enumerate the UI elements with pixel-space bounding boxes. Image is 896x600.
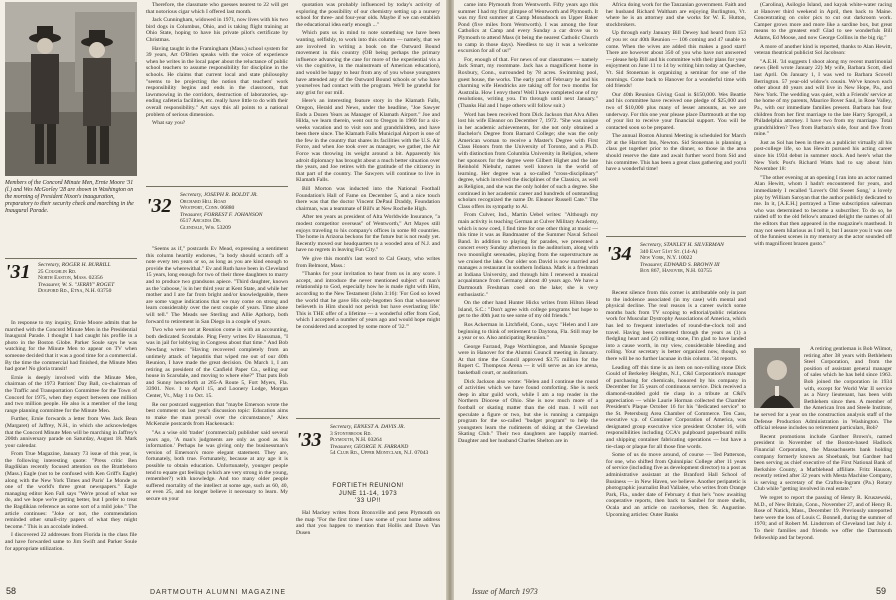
paragraph: Recent silence from this corner is attributable only in part to the indolence associated (in my case) with mental and physical decline. The real reason is a career switch some months back from TV scoping to editorial/public relations work for Muscular Dystrophy Associations of America, which has led to frequent interludes of round-the-clock toil and travel. Having been contented through the years as (1) a fledgling heart and (2) rolling stone, I'm glad to have landed into a cause worth, in my view, considerable bleeding and rolling. Your secretary is better organized now, though, so there will be no further lacunae in this column. '34 reports. xyxy=(606,290,746,362)
class-32-officers xyxy=(180,192,288,232)
paragraph: After ten years as president of Alta Worldwide Insurance, "a modest competitor overseas" of Wentworth," Art Mayes still enjoys traveling to his company's offices in some 80 countries. The home in Arizona beckons for the future but is not ready yet. Recently moved our headquarters to a wooded area of N.J. and have no regrets in leaving Fun City." xyxy=(296,214,440,254)
secretary-34: Secretary, STANLEY H. SILVERMAN xyxy=(640,242,724,248)
address-32-line4: Glendale, Wis. 53209 xyxy=(180,224,231,231)
class-32-notes xyxy=(146,246,288,582)
paragraph: "Thanks for your invitation to hear from us in any score. I accept, and introduce the never mentioned subject of man's relationship to God, especially how he is made right with Him, according to the New Testament (John 3:16): 'For God so loved the world that he gave His only-begotten Son that whosoever believeth in Him should not perish but have everlasting life.' This is THE offer of a lifetime — a wonderful offer from God, which I accepted a number of years ago and would hope might be considered and accepted by some more of '32.'" xyxy=(296,271,440,330)
paragraph: A retiring gentleman is Bob Wilmot, retiring after 38 years with Bethlehem Steel Corporation, and from the position of assistant general manager of sales which he has held since 1963. Bob joined the corporation in 1934 with, except for World War II service as a Navy lieutenant, has been with Bethlehem since then. A member of the American Iron and Steele Institute, he served for a year on the construction analysis staff of the Defense Production Administration in Washington. The official release includes no retirement particulars, Bob? xyxy=(754,346,892,432)
paragraph: quotation was probably influenced by today's activity of exploring the possibility of our chemistry setting up a nursery school for three- and four-year olds. Maybe if we can establish the educational idea early enough ..." xyxy=(296,2,440,28)
paragraph: I discovered 22 addresses from Florida in the class file and have forwarded same to Jim Swift and Parker Soule for appropriate utilization. xyxy=(5,532,137,552)
paragraph: Some of us do move around, of course — Ted Patterson, for one, who shifted from Quinnipiac College after 11 years of service (including five as development director) to a post as administrative assistant at the Branford Hall School of Business — in New Haven, we believe. Another peripatetic is photographic journalist Bud Vallalee, who writes from Orange Park, Fla., under date of February 4 that he's "now awaiting cooperative reports, then back to Sanibel for more shells, Ocala and an article on racehorses, then St. Augustine. Upcoming articles: Outer Banks xyxy=(606,452,746,518)
paragraph: came into Plymouth from Wentworth. Fifty years ago this summer I had my first glimpse of Wentworth and Plymouth. It was my first summer at Camp Monadnock on Upper Baker Pond (five miles from Wentworth). I was among the four Catholics at Camp and every Sunday a car drove us to Plymouth to attend Mass (it being the nearest Catholic Church to camp in those days). Needless to say it was a welcome excursion for all of us!" xyxy=(458,2,598,55)
divider xyxy=(606,236,746,237)
paragraph: Word has been received from Dick Jackson that Alva Allen lost his wife Eleanor on December 7, 1972. "She was unique in her academic achievements, for she not only obtained a Bachelor's Degree from Barnard College; she was the only American woman to receive a Master's Degree with First Class Honors from the University of Toronto, and a Ph.D. with distinction from Columbia University in Religion, where her sponsors for the degree were Gilbert Highet and the late Reinhold Niebuhr, names well known in the world of learning. Her degree was a so-called "cross-disciplinary" degree, which involved the disciplines of the Classics, as well as Religion, and she was the only holder of such a degree. She continued in her academic career and hundreds of outstanding scholars recognized the name Dr. Eleanor Russell Cate." The Class offers its sympathy to Al. xyxy=(458,111,598,210)
paragraph: "Seems as if," postcards Ev Mead, expressing a sentiment this column heartily endorses, "a body should scratch off a note every ten years or so, as long as you are kind enough to provide the wherewithal." Ev and Ruth have been in Cleveland 15 years, long enough for two of their three daughters to marry and to produce two grandsons apiece. "Third daughter, known as the 'caboose,' is in her third year at Kent State, and while her mother and I are far from bright and/or knowledgeable, there are some vague indications that we may come on strong and learn considerably over the next couple of years. Time alone will tell." The Meads see Sterling and Allie Apthorp, both forward to retirement in San Diego in a couple of years. xyxy=(146,246,288,325)
class-year-31: '31 xyxy=(5,261,31,283)
paragraph: Africa doing work for the Tanzanian government. Faith and her husband Richard Waltham are enjoying Burlington, Vt. where he is an attorney and she works for W. E. Hutton, stockbrokers. xyxy=(606,2,746,28)
address-31-line1: 25 Coughlin Rd. xyxy=(38,268,77,275)
paragraph: "A.E.H. '34 suggests I shoot along my recent matrimonial news (Bell wrote January 22) My wife, Barbara Scott, died last April. On January 1, I was wed to Barbara Scovell Berrington. 57 year-old widow's cousin. We've known each other about 40 years and will live in New Hope, Pa., and New York. The wedding was quiet, with a Friends' service at the home of my parents, Maurice Bover Saul, in Rose Valley, Pa., with our immediate families present. Barbara has four children from her first marriage to the late Harry Sprogell, a Philadelphia attorney. I have two from my marriage. Total grandchildren? Two from Barbara's side, four and five from mine." xyxy=(754,58,892,138)
divider xyxy=(296,418,440,419)
paragraph: (Carolina), Asilogio Island, and kayak white-water racing at Hanover third weekend in April, then back to Maine. Concentrating on color pics to cut out darkroom work. Camper grows more and more like a sardine box, but great means to the greatest end! Glad to see wonderfuls Bill Adams, Ed Moose, and now George Collins in the big rig." xyxy=(754,2,892,41)
class-32-header xyxy=(146,196,172,216)
reunion-banner xyxy=(296,482,440,505)
class-31-notes xyxy=(5,320,137,582)
paragraph: For, enough of that. For news of our classmates — namely Jack Smart, my roommate. Jack has a magnificent home in Roxbury, Conn., surrounded by 78 acres. Swimming pool, guest house, the works. The early part of February he and his charming wife Hendricks are taking off for two months for Australia. How I envy them! Well I have completed one of my resolutions, writing you. I'm through until next January." (Thanks Hal and I hope others will follow suit.) xyxy=(458,56,598,109)
treasurer-33: Treasurer, GEORGE N. FARRAND xyxy=(330,443,409,450)
paragraph: Ros Ackerman in Litchfield, Conn., says: "Helen and I are beginning to think of retirement to Daytona, Fla. Still may be a year or so. Also anticipating Reunion." xyxy=(458,321,598,342)
paragraph: George Farrand, Page Worthington, and Mannie Sprague were in Hanover for the Alumni Council meeting in January. At that time the Council approved $3.75 million for the Rupert C. Thompson Arena — it will serve as an ice arena, basketball court, or auditorium. xyxy=(458,343,598,377)
class-33-officers xyxy=(330,424,440,457)
photo-caption: Members of the Concord Minute Men, Ernie Moore '31 (l.) and Wes McGorley '28 are shown in Washington on the morning of President Nixon's inauguration, preparatory to their security check and marching in the Inaugural Parade. xyxy=(5,180,134,214)
paragraph: Two who were not at Reunion come in with an accounting, both dedicated Scotsdale. Ping Ferry writes Ev Haussman, "I was in jail for lobbying in Congress about that time." And Bob Newfang writes: "Having recovered completely from an untimely attack of hepatitis that wiped me out of our 40th Reunion, I have made the great decision. On March 1, I am retiring as president of the Canfield Paper Co., selling our house in Scarsdale, and moving to where else?" That puts Bob and Sunny henceforth at 265-A Route 5, Fort Myers, Fla. 33901. Nov. 1 to April 15, and Loonery Lodge, Morgan Center, Vt., May 1 to Oct. 15. xyxy=(146,327,288,400)
paragraph: "The other evening at an opening I ran into an actor named Alan Hewitt, whom I hadn't encountered for years, and immediately I recalled 'Lover's Old Sweet Song,' a lovely play by William Saroyan that the author publicly dedicated to me. In it, [A.E.H.] portrayed a Time subscription salesman who was determined to become a subscriber. To do so, he raided off to the old fellow's amazed delight the names of all the editors that then appeared in the magazine's masthead. It may not seem hilarious as I tell it, but I assure you it was one of the funniest scenes in my memory as the actor sounded off with magnificent brazen gusto." xyxy=(754,174,892,247)
paragraph: We regret to report the passing of Henry R. Kruszewski, M.D., of New Britain, Conn., November 27, and of Henry R. Rose of Natick, Mass., December 19. Previously unreported here were the loss of Louis C. Bonnell, during the summer of 1970; and of Robert M. Lindstrom of Cleveland last July 4. To their families and friends we offer the Dartmouth fellowship and far beyond. xyxy=(754,495,892,541)
paragraph: Dick Jackson also wrote: "Helen and I continue the round of activities which we have found comforting. She is neck deep in altar guild work, while I am a top reader in the Northern Diocese of Ohio. She is now much more of a football or skating matter than the old man. I will not speculate a figure or two, but she is running a campaign program for the so-called "budget program" to help the youngsters learn the rudiments of skiing at the Cleveland Skating Club." Their two daughters are happily married. Daughter and her husband Charles Shelton are in xyxy=(458,378,598,444)
address-34-line2: New York, N.Y. 10022 xyxy=(640,255,693,262)
paragraph: Our 40th Reunion Giving Goal is $150,000. Wes Beattie and his committee have received one pledge of $25,000 and two of $10,000 plus many of lesser amounts, as we are underway. For this one year please place Dartmouth at the top of your list to receive your financial support. You will be contacted soon so be prepared. xyxy=(606,91,746,131)
class-33-notes xyxy=(296,510,440,582)
secretary-31: Secretary, ROGER H. BURRILL xyxy=(38,262,111,268)
reunion-line-2: JUNE 11-14, 1973 xyxy=(338,489,398,497)
secretary-33: Secretary, ERNEST A. DAVIS JR. xyxy=(330,424,405,430)
paragraph: We give this month's last word to Cal Geary, who writes from Belmont, Mass.: xyxy=(296,255,440,269)
photo-illustration xyxy=(5,2,137,176)
class-34-notes xyxy=(606,290,746,582)
address-33-line2: Plymouth, N.H. 03264 xyxy=(330,437,382,444)
secretary-32: Secretary, JOSEPH R. BOLDT JR. xyxy=(180,192,258,198)
address-31-line2: North Easton, Mass. 02356 xyxy=(38,275,103,282)
paragraph: Here's an interesting feature story in the Klamath Falls, Oregon, Herald and News, under the headline, "Joe Sawyer Ends a Dozen Years as Manager of Klamath Airport." Joe and Hilda, we learn therein, went out to Oregon in 1960 for a six-weeks vacation and to visit son and grandchildren, and have been there since. The Klamath Falls Municipal Airport is one of the few in the country that shares its facilities with the U.S. Air Force, and when Joe took over as manager, we gather, the Air Force was throwing its weight around a bit. Apparently his adroit diplomacy has brought about a much better situation over the years, and Joe retires with the gratitude of the citizenry in that part of the country. The Sawyers will continue to live in Klamath Falls. xyxy=(296,98,440,184)
paragraph: Bill Morton was inducted into the National Football Foundation's Hall of Fame on December 5, and a nice touch there was that the doctor Vincent DePaul Draddy, Foundation chairman, was a teammate of Bill's at New Rochelle High. xyxy=(296,186,440,212)
left-running-footer: DARTMOUTH ALUMNI MAGAZINE xyxy=(150,589,287,596)
paragraph: Up through early January Bill Dewey had heard from 153 of you re: our 40th Reunion — 106 coming and 47 unable to come. When the wives are added this makes a good start! There are however about 350 of you who have not answered — please help Bill and his committee with their plans for your enjoyment on June 11 to 14 by writing him today at Quechee, Vt. Sid Stoneman is organizing a seminar for one of the mornings. Come back to Hanover for a wonderful time with old friends! xyxy=(606,30,746,90)
paragraph: Jack Cunningham, widowed in 1971, now lives with his two bird dogs in Columbus, Ohio, and is taking flight training at Ohio State, hoping to have his private pilot's certificate by Christmas. xyxy=(146,17,288,43)
class-31-header xyxy=(5,262,31,282)
class-33-continued xyxy=(458,2,598,582)
address-34-line1: 340 East 51st St. (14-A) xyxy=(640,248,698,255)
class-31-continued xyxy=(146,2,288,152)
paragraph: From Culver, Ind., Martin Uebel writes: "Although my main activity is teaching German at Culver Military Academy, which is now coed, I find time for one other thing at music — this time it was as Bandmaster of the Summer Naval School Band. In addition to playing for parades, we presented a concert every Sunday afternoon in the auditorium, along with two moonlight serenades, playing from the superstructure as we cruised the lake. Our older son David is now married and manages a restaurant in southern Indiana. Mark is a freshman at Indiana University, and through him I renewed a musical acquaintance from Germany almost 40 years ago. We have a Dartmouth Freshman coed on the lake; she is very enthusiastic." xyxy=(458,212,598,298)
class-34-header xyxy=(606,244,632,264)
address-32-line2: Westport, Conn. 06880 xyxy=(180,205,235,212)
gutter xyxy=(446,0,454,600)
reunion-line-3: '33 UP!! xyxy=(355,497,381,504)
paragraph: Hal Mackey writes from Bronxville and pens Plymouth on the map "For the first time I saw some of your home address and that you happen to mention that Hollis and Dawn Van Dusen xyxy=(296,510,440,536)
right-page-number: 59 xyxy=(876,586,887,596)
reunion-line-1: FORTIETH REUNION! xyxy=(332,482,404,489)
paragraph: Which puts us in mind to note something we have been wanting, selfishly, to work into this column — namely, that we are involved in writing a book on the Outward Bound movement in this country (OB being perhaps the primary influence advancing the case for more of the experiential vis a vis the cognitive, in the mainstream of American education), and would be happy to hear from any of you whose youngsters have attended any of the Outward Bound schools or who have yourselves had contact with the program. We'll be grateful for any grist for our mill. xyxy=(296,30,440,96)
paragraph: Further, Ernie forwards a letter from Wes Jack Bean (Margaret) of Jaffrey, N.H., in which she acknowledges that the Concord Minute Men will be marching in Jaffrey's 200th anniversary parade on Saturday, August 18. Mark your calendar. xyxy=(5,416,137,449)
paragraph: The annual Boston Alumni Meeting is scheduled for March 20 at the Harriott Inn, Newton. Sid Stoneman is planning a class get together prior to the dinner, so those in the area should reserve the date and await further word from Sid and his committee. This has been a great class gathering and you'll have a wonderful time! xyxy=(606,133,746,173)
address-34-line3: Box 867, Hanover, N.H. 03755 xyxy=(640,268,712,275)
minute-men-photo xyxy=(5,2,137,176)
paragraph: On the other hand Hunter Hicks writes from Hilton Head Island, S.C.: "Don't agree with college programs but hope to get to the 40th just to see some of my old friends." xyxy=(458,300,598,320)
right-issue-footer: Issue of March 1973 xyxy=(472,587,538,596)
left-page-number: 58 xyxy=(6,586,17,596)
class-year-32: '32 xyxy=(146,195,172,217)
paragraph: In response to my inquiry, Ernie Moore admits that he marched with the Concord Minute Men in the Presidential Inaugural Parade. I thought I had caught his profile in a photo in the Boston Globe. Parker Soule says he was watching for the Minute Men to appear on TV when someone decided that it was a good time for a commercial. By the time the commercial had finished, the Minute Men had gone! No gloria transit! xyxy=(5,320,137,373)
divider xyxy=(146,186,288,187)
class-year-34: '34 xyxy=(606,243,632,265)
class-year-33: '33 xyxy=(296,429,322,451)
paragraph: Leading off this time is an item on non-rolling stone Dick Gould of Berkeley Heights, N.J., C&I Corporation's manager of purchasing for chemicals, honored by his company in December for 35 years of continuous service. Dick received a diamond-studded gold tie clasp in a tribute at C&I's appreciation — while Laurie Horman collected the Chamber President's Plaque October 16 for his "dedicated service" to the St. Petersburg Area Chamber of Commerce. Ten Cass, executive v.p. of Container Corporation of America, was designated group executive vice president October 16, with responsibilities including CCA's pulpboard paperboard mills and shipping container fabricating operations — but have a tie-clasp or plaque for all those fine words. xyxy=(606,364,746,450)
class-34-closing xyxy=(754,346,892,582)
treasurer-32: Treasurer, FORREST F. JOHANSON xyxy=(180,211,263,218)
paragraph: Re our postcard suggestion that "maybe Emerson wrote the best comment on last year's discussion topic: Education aims to make the man prevail over the circumstance," Alex McKenzie postcards from Hackensack: xyxy=(146,401,288,428)
address-32-line1: Orchard Hill Road xyxy=(180,198,227,205)
paragraph: Recent promotions include Gardner Brown's, named president in November of the Boston-based Hadlock Financial Corporation, the Massachusetts bank holding company formerly known as Shoebank, but Gardner had been serving as chief executive of the First National Bank of Berkshire County, a Marblehead affiliate. Fritz Hauson, recently retired after 32 years with Mesta Machine Company, is serving a secretary of the Crafton-Ingram (Pa.) Rotary Club while "getting involved in real estate." xyxy=(754,433,892,493)
paragraph: What say you? xyxy=(152,120,186,127)
paragraph: "As a wise old 'trader' (commercial) publisher said several years ago, 'A man's judgments are only as good as his information.' Perhaps he was giving only the businessman's version of Emerson's more elegant statement. They are, fortunately, both true. Fortunately, because at any age it is possible to obtain education. Unfortunately, younger people tend to equate gut feelings (which are very strong in the young, remember?) with knowledge. And too many older people suffered mortality of the intellect at some age, such as 60, 40, or even 25, and no longer believe it necessary to learn. My secure on your xyxy=(146,430,288,502)
paragraph: Therefore, the classmate who guesses nearest to 22 will get that notorious cigar which I offered last month. xyxy=(146,2,288,15)
class-32-continued xyxy=(296,2,440,414)
paragraph: From True Magazine, January 73 issue of this year, is the following interesting quote: "Press critic Ben Bagdikian recently focused attention on the Brattleboro (Mass.) Eagle (not to be confused with Ken Griff's Eagle) along with the New York Times and Paris' Le Monde as one of the world's three great newspapers." Eagle managing editor Ken Fall says "We're proud of what we do, and we hope we're getting better, but I prefer to treat the Bagdikian reference as some sort of a mild joke." The article continues: "Joke or not, the commendation reminded other small-city papers of what they might become." This is an accolade indeed. xyxy=(5,451,137,530)
treasurer-31: Treasurer, W. S. "JERRY" ROGET xyxy=(38,281,115,288)
portrait-float-spacer xyxy=(754,346,804,410)
treasurer-34: Treasurer, EDWARD S. BROWN III xyxy=(640,261,720,268)
paragraph: Having taught in the Framingham (Mass.) school system for 39 years, Art O'Brien speaks with the voice of experience when he writes in the local paper about the reluctance of public school teachers to assume responsibility for discipline in the schools. He claims that current local and state philosophy "seems to be projecting the notion that teachers' work responsibility begins and ends in the classroom, that lawnmowing in the corridors, destruction of laboratories, up-ending cafeteria facilities, etc. really have little to do with their overall responsibility." Art says this all points to a national problem of serious dimension. xyxy=(146,45,288,118)
class-31-officers xyxy=(38,262,138,295)
class-34-continued xyxy=(754,2,892,344)
address-32-line3: 6517 Arcadia Dr. xyxy=(180,218,222,225)
paragraph: Ernie is deeply involved with the Minute Men, chairman of the 1973 Patriots' Day Ball, co-chairman of the Traffic and Transportation Committee for the Town of Concord for 1975, when they expect between one million and two million people. He also is a member of the long range planning committee for the Minute Men. xyxy=(5,374,137,414)
address-33-line1: 3 Stonybrook Rd. xyxy=(330,430,372,437)
paragraph: Just as Sol has been in there as a publicist virtually all his post-college life, so has Hewitt pursued his acting career since his 1934 debut in summer stock. And here's what the New York Post's Richard Watts had to say about him November 18: xyxy=(754,139,892,173)
address-33-line3: 54 Club Rd., Upper Montclair, N.J. 07043 xyxy=(330,450,429,457)
divider xyxy=(5,258,137,259)
address-31-line3: Dogford Rd., Etna, N.H. 03750 xyxy=(38,288,112,295)
paragraph: A more of another kind is reported, thanks to Alan Hewitt, veteran theatrical publicist Sol Jacobson: xyxy=(754,43,892,57)
class-33-conclusion xyxy=(606,2,746,230)
class-33-header xyxy=(296,430,322,450)
class-34-officers xyxy=(640,242,746,275)
